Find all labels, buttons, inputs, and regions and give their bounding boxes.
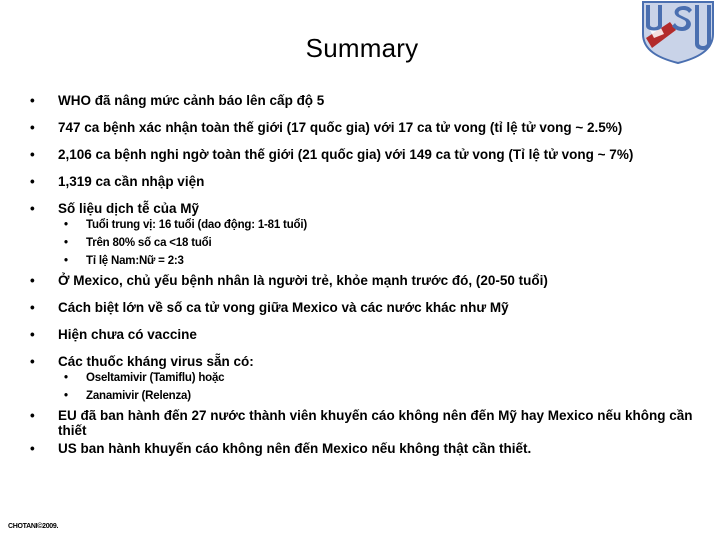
sub-bullet: • Oseltamivir (Tamiflu) hoặc (58, 372, 708, 385)
sub-bullet: • Tuổi trung vị: 16 tuổi (dao động: 1-81 tuổi) (58, 219, 708, 232)
sub-bullet-list (58, 372, 708, 403)
bullet-text: Hiện chưa có vaccine (58, 327, 197, 342)
summary-bullet (28, 93, 708, 108)
summary-bullet (28, 300, 708, 315)
summary-bullet-list (28, 93, 708, 468)
sub-bullet-list (58, 219, 708, 268)
usu-logo-icon (640, 0, 716, 64)
summary-bullet (28, 273, 708, 288)
bullet-text: WHO đã nâng mức cảnh báo lên cấp độ 5 (58, 93, 325, 108)
bullet-text: EU đã ban hành đến 27 nước thành viên khuyến cáo không nên đến Mỹ hay Mexico nếu không cần thiết (58, 408, 693, 438)
bullet-text: US ban hành khuyến cáo không nên đến Mexico nếu không thật cần thiết. (58, 441, 532, 456)
summary-bullet (28, 408, 708, 438)
bullet-text: Ở Mexico, chủ yếu bệnh nhân là người trẻ, khỏe mạnh trước đó, (20-50 tuổi) (58, 273, 548, 288)
summary-bullet (28, 120, 708, 135)
slide-title: Summary (305, 33, 419, 63)
bullet-text: Các thuốc kháng virus sẵn có: (58, 354, 254, 369)
bullet-text: 1,319 ca cần nhập viện (58, 174, 205, 189)
copyright-footer: CHOTANI©2009. (8, 523, 59, 530)
sub-bullet: • Tỉ lệ Nam:Nữ = 2:3 (58, 255, 708, 268)
sub-bullet: • Zanamivir (Relenza) (58, 390, 708, 403)
summary-bullet (28, 441, 708, 456)
summary-bullet (28, 147, 708, 162)
sub-bullet: • Trên 80% số ca <18 tuổi (58, 237, 708, 250)
bullet-text: Số liệu dịch tễ của Mỹ (58, 201, 200, 216)
summary-bullet (28, 327, 708, 342)
bullet-text: 2,106 ca bệnh nghi ngờ toàn thế giới (21 quốc gia) với 149 ca tử vong (Tỉ lệ tử vong ~ 7%) (58, 147, 634, 162)
summary-bullet (28, 354, 708, 403)
bullet-text: Cách biệt lớn về số ca tử vong giữa Mexico và các nước khác như Mỹ (58, 300, 509, 315)
bullet-text: 747 ca bệnh xác nhận toàn thế giới (17 quốc gia) với 17 ca tử vong (tỉ lệ tử vong ~ 2.5%) (58, 120, 623, 135)
summary-bullet (28, 174, 708, 189)
summary-bullet (28, 201, 708, 268)
